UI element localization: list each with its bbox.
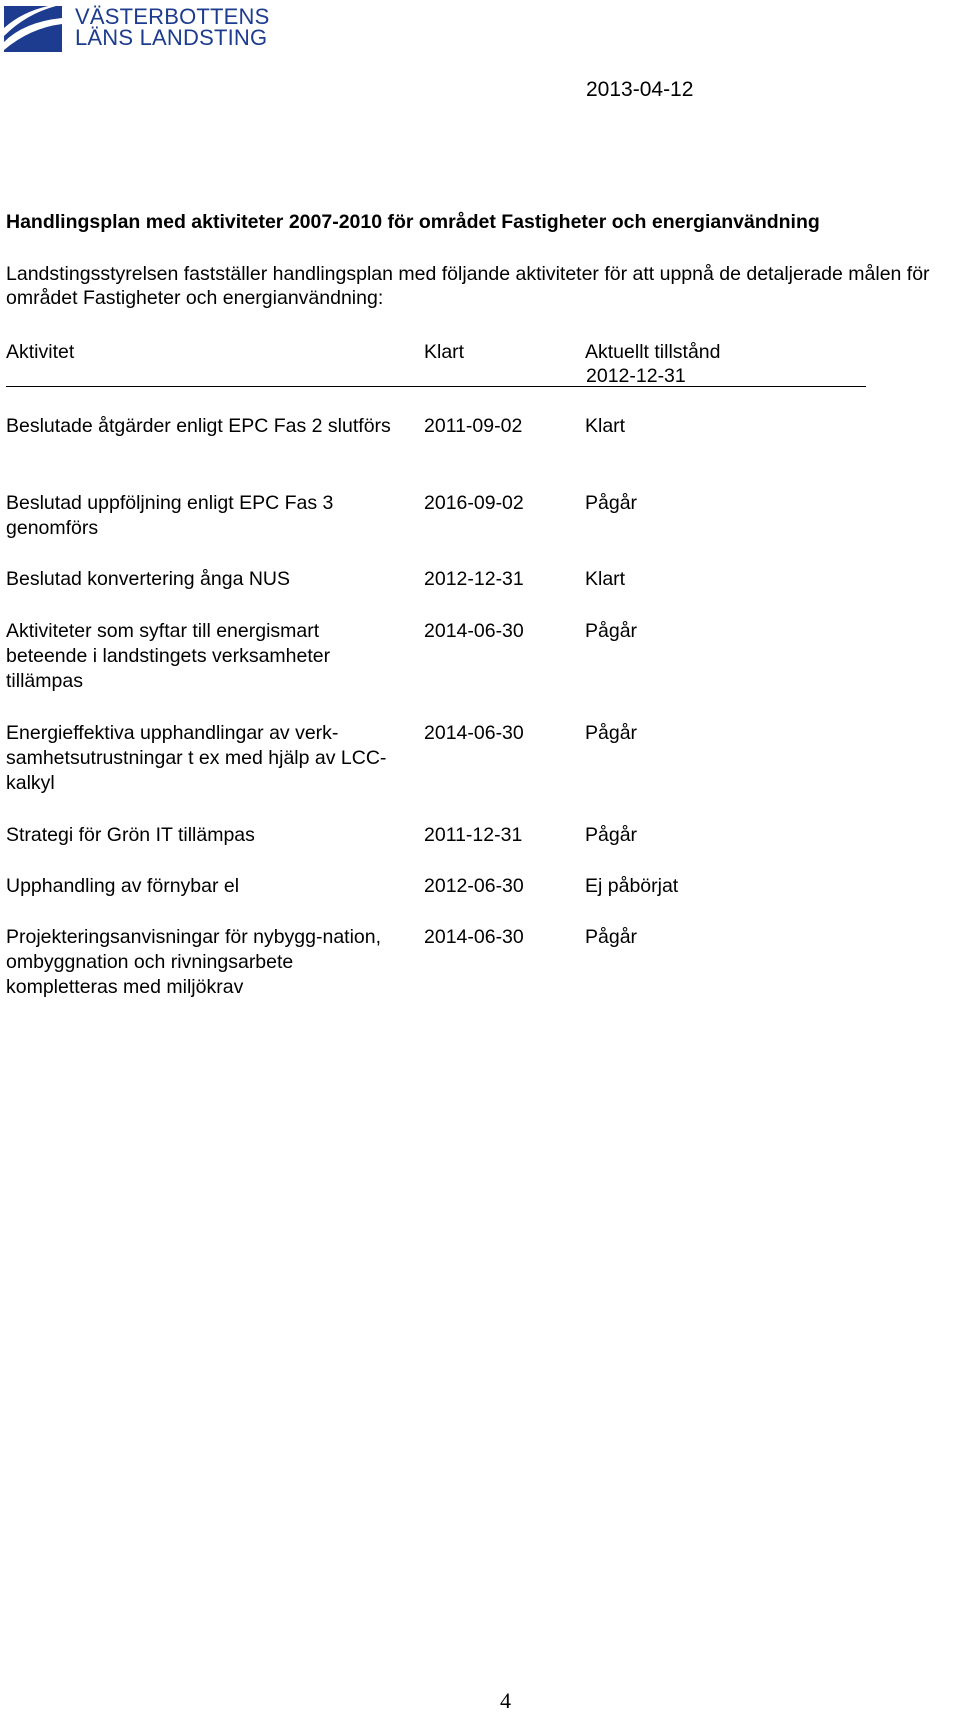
status-cell: Klart: [585, 568, 626, 590]
column-header-activity: Aktivitet: [6, 341, 75, 363]
status-cell: Pågår: [585, 492, 638, 514]
logo-line-1: VÄSTERBOTTENS: [75, 4, 270, 29]
intro-paragraph: Landstingsstyrelsen fastställer handlingsplan med följande aktiviteter för att uppnå de detaljerade målen för området Fastigheter och energianvändning:: [6, 263, 930, 309]
status-cell: Pågår: [585, 722, 638, 744]
column-header-klart: Klart: [424, 341, 465, 363]
activity-cell: Projekteringsanvisningar för nybygg-nation, ombyggnation och rivningsarbete kompletteras med miljökrav: [6, 926, 382, 998]
status-cell: Ej påbörjat: [585, 875, 679, 897]
activity-cell: Beslutad uppföljning enligt EPC Fas 3 genomförs: [6, 492, 334, 539]
activity-cell: Beslutade åtgärder enligt EPC Fas 2 slutförs: [6, 415, 391, 437]
activity-cell: Energieffektiva upphandlingar av verk-samhetsutrustningar t ex med hjälp av LCC-kalkyl: [6, 722, 387, 794]
activity-cell: Aktiviteter som syftar till energismart beteende i landstingets verksamheter tillämpas: [6, 620, 331, 692]
header-rule: [6, 386, 866, 387]
klart-cell: 2011-12-31: [424, 824, 523, 846]
document-title: Handlingsplan med aktiviteter 2007-2010 för området Fastigheter och energianvändning: [6, 211, 820, 233]
logo-line-2: LÄNS LANDSTING: [75, 25, 268, 50]
klart-cell: 2016-09-02: [424, 492, 524, 514]
column-header-status-date: 2012-12-31: [586, 365, 686, 387]
status-cell: Klart: [585, 415, 626, 437]
klart-cell: 2014-06-30: [424, 722, 524, 744]
document-date: 2013-04-12: [586, 78, 694, 101]
column-header-status: [585, 340, 720, 388]
klart-cell: 2012-06-30: [424, 875, 524, 897]
logo-wordmark: [75, 6, 270, 48]
klart-cell: 2011-09-02: [424, 415, 523, 437]
page-number: 4: [500, 1688, 511, 1713]
activity-cell: Beslutad konvertering ånga NUS: [6, 568, 290, 590]
status-cell: Pågår: [585, 620, 638, 642]
klart-cell: 2014-06-30: [424, 926, 524, 948]
status-cell: Pågår: [585, 926, 638, 948]
landsting-logo-icon: [4, 6, 62, 52]
org-logo: [4, 4, 270, 54]
activity-cell: Upphandling av förnybar el: [6, 875, 240, 897]
activity-cell: Strategi för Grön IT tillämpas: [6, 824, 255, 846]
column-header-status-label: Aktuellt tillstånd: [585, 341, 721, 363]
status-cell: Pågår: [585, 824, 638, 846]
klart-cell: 2014-06-30: [424, 620, 524, 642]
klart-cell: 2012-12-31: [424, 568, 524, 590]
